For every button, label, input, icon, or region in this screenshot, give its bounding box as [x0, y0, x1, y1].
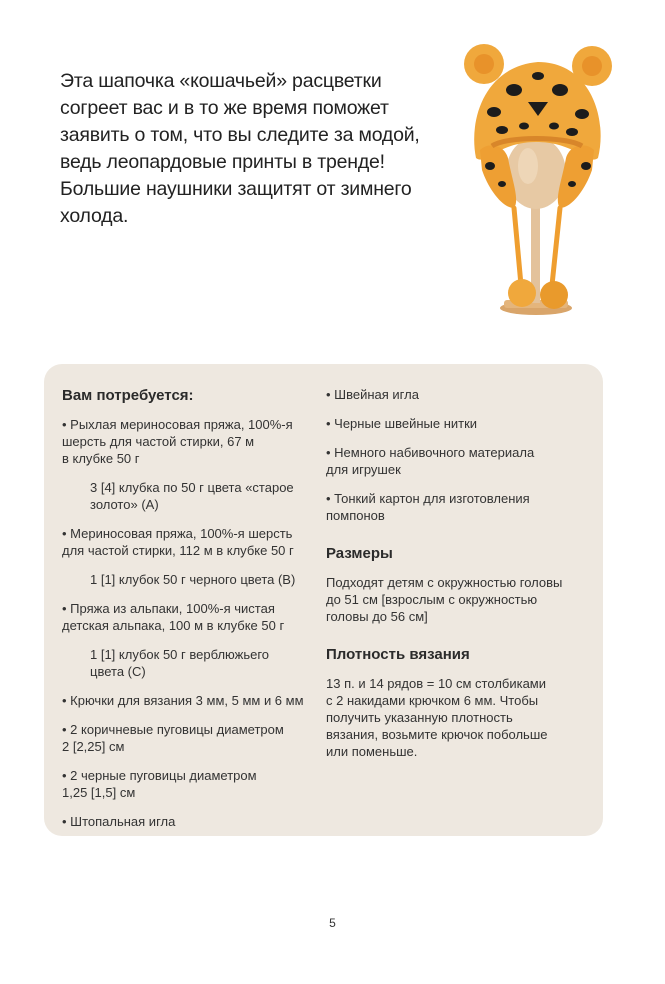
list-item-line: • Тонкий картон для изготовления — [326, 491, 530, 506]
pompom-left — [508, 279, 536, 307]
list-item-line: в клубке 50 г — [62, 451, 140, 466]
list-item-line: детская альпака, 100 м в клубке 50 г — [62, 618, 285, 633]
gauge-line: вязания, возьмите крючок побольше — [326, 727, 548, 742]
list-item-line: • Черные швейные нитки — [326, 416, 478, 431]
list-item — [326, 386, 566, 403]
list-item-line: для частой стирки, 112 м в клубке 50 г — [62, 543, 294, 558]
list-item-line: • 2 черные пуговицы диаметром — [62, 768, 257, 783]
list-item — [62, 600, 302, 634]
list-item — [62, 721, 302, 755]
list-item — [62, 525, 302, 559]
list-item — [62, 692, 302, 709]
list-item — [326, 444, 566, 478]
list-item-line: для игрушек — [326, 462, 401, 477]
pompom-right — [540, 281, 568, 309]
list-item-line: золото» (А) — [90, 497, 159, 512]
list-item — [326, 415, 566, 432]
list-item-line: • Штопальная игла — [62, 814, 176, 829]
intro-line: холода. — [60, 205, 129, 227]
gauge-line: получить указанную плотность — [326, 710, 513, 725]
intro-line: Эта шапочка «кошачьей» расцветки — [60, 70, 382, 92]
leopard-hat-illustration — [458, 38, 628, 328]
page-number: 5 — [329, 916, 336, 930]
gauge-line: или поменьше. — [326, 744, 418, 759]
list-item-line: 1 [1] клубок 50 г черного цвета (В) — [90, 572, 296, 587]
list-item-line: 2 [2,25] см — [62, 739, 125, 754]
gauge-text — [326, 675, 566, 760]
sizes-line: до 51 см [взрослым с окружностью — [326, 592, 538, 607]
list-item-line: • Крючки для вязания 3 мм, 5 мм и 6 мм — [62, 693, 304, 708]
gauge-line: 13 п. и 14 рядов = 10 см столбиками — [326, 676, 547, 691]
info-panel — [44, 364, 603, 836]
sizes-line: Подходят детям с окружностью головы — [326, 575, 563, 590]
list-item-line: 3 [4] клубка по 50 г цвета «старое — [90, 480, 294, 495]
list-item-line: помпонов — [326, 508, 385, 523]
hat-earflap-right — [558, 145, 594, 208]
intro-text — [60, 68, 440, 230]
list-item-line: • Пряжа из альпаки, 100%-я чистая — [62, 601, 275, 616]
hat-eye-right — [552, 84, 568, 96]
sizes-heading: Размеры — [326, 545, 393, 562]
sizes-text — [326, 574, 566, 625]
tie-left — [514, 208, 521, 285]
list-item-line: • Мериносовая пряжа, 100%-я шерсть — [62, 526, 293, 541]
tie-right — [552, 208, 560, 285]
intro-line: Большие наушники защитят от зимнего — [60, 178, 412, 200]
intro-line: заявить о том, что вы следите за модой, — [60, 124, 420, 146]
list-item — [62, 813, 302, 830]
list-item-line: • Швейная игла — [326, 387, 419, 402]
materials-heading: Вам потребуется: — [62, 387, 194, 404]
list-item-line: шерсть для частой стирки, 67 м — [62, 434, 255, 449]
list-item-line: 1 [1] клубок 50 г верблюжьего — [90, 647, 270, 662]
list-item-line: • Рыхлая мериносовая пряжа, 100%-я — [62, 417, 293, 432]
gauge-line: с 2 накидами крючком 6 мм. Чтобы — [326, 693, 539, 708]
list-subitem — [90, 646, 302, 680]
list-item-line: 1,25 [1,5] см — [62, 785, 136, 800]
list-subitem — [90, 479, 302, 513]
list-item-line: • Немного набивочного материала — [326, 445, 535, 460]
sizes-line: головы до 56 см] — [326, 609, 428, 624]
list-item — [62, 767, 302, 801]
list-item-line: цвета (С) — [90, 664, 146, 679]
materials-column-right — [326, 386, 566, 760]
hat-eye-left — [506, 84, 522, 96]
gauge-heading: Плотность вязания — [326, 646, 470, 663]
intro-line: согреет вас и в то же время поможет — [60, 97, 389, 119]
intro-line: ведь леопардовые принты в тренде! — [60, 151, 385, 173]
list-item — [62, 416, 302, 467]
list-item — [326, 490, 566, 524]
list-subitem — [90, 571, 302, 588]
materials-column-left — [62, 386, 302, 842]
list-item-line: • 2 коричневые пуговицы диаметром — [62, 722, 284, 737]
